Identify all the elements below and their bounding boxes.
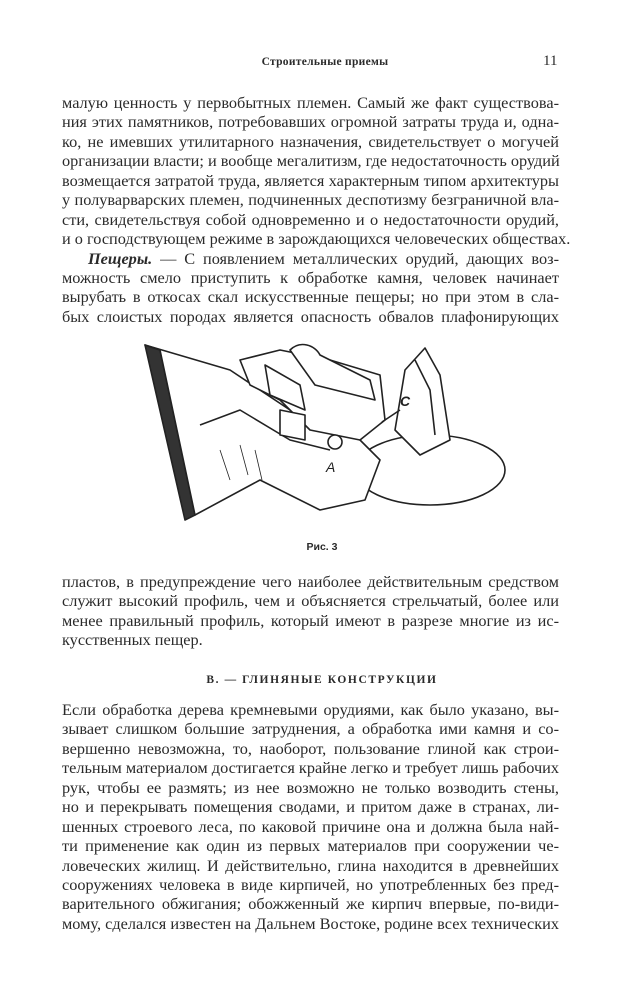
paragraph-3 bbox=[62, 572, 559, 650]
text-line: варительного обжигания; обожженный же кирпич впервые, по-види- bbox=[62, 894, 559, 914]
text-line: возмещается затратой труда, является характерным типом архитектуры bbox=[62, 170, 559, 190]
text-line: ко, не имевших утилитарного назначения, свидетельствует о могучей bbox=[62, 131, 559, 151]
text-line: менее правильный профиль, который имеют в разрезе многие из ис- bbox=[62, 610, 559, 630]
figure-caption: Рис. 3 bbox=[306, 541, 338, 553]
text-line: Если обработка дерева кремневыми орудиями, как было указано, вы- bbox=[62, 700, 559, 719]
figure-label-a: A bbox=[326, 459, 336, 475]
figure-label-c: C bbox=[400, 393, 411, 409]
caves-lead-term: Пещеры. bbox=[88, 248, 153, 268]
text-line: служит высокий профиль, чем и объясняется стрельчатый, более или bbox=[62, 591, 559, 611]
text-line: бых слоистых породах является опасность обвалов плафонирующих bbox=[62, 306, 559, 326]
text-line: сти, свидетельствуя собой одновременно и о недостаточности орудий, bbox=[62, 209, 559, 229]
running-title: Строительные приемы bbox=[261, 56, 389, 68]
text-line: кусственных пещер. bbox=[62, 630, 203, 650]
page-number: 11 bbox=[543, 53, 558, 69]
text-span: — С появлением металлических орудий, дающих воз- bbox=[152, 248, 559, 268]
text-line: ловеческих жилищ. И действительно, глина находится в древнейших bbox=[62, 855, 559, 875]
text-line: шенных строевого леса, по каковой причине она и должна была най- bbox=[62, 816, 559, 836]
text-line: пластов, в предупреждение чего наиболее действительным средством bbox=[62, 572, 559, 591]
paragraph-1 bbox=[62, 93, 571, 326]
text-line: ния этих памятников, потребовавших огромной затраты труда и, одна- bbox=[62, 112, 559, 132]
text-line bbox=[62, 249, 559, 268]
text-line: у полуварварских племен, подчиненных деспотизму безграничной вла- bbox=[62, 190, 559, 210]
text-line: рук, чтобы ее размять; из нее возможно не только возводить стены, bbox=[62, 777, 559, 797]
text-line: и о господствующем режиме в зарождающихся человеческих обществах. bbox=[62, 229, 571, 249]
text-line: ти применение как один из первых материалов при сооружении че- bbox=[62, 836, 559, 856]
text-line: сооружениях человека в виде кирпичей, но употребленных без пред- bbox=[62, 874, 559, 894]
text-line: вершенно невозможна, то, наоборот, пользование глиной как строи- bbox=[62, 738, 559, 758]
text-line: тельным материалом достигается крайне легко и требует лишь рабочих bbox=[62, 758, 559, 778]
text-line: организации власти; и вообще мегалитизм, где недостаточность орудий bbox=[62, 151, 560, 171]
text-line: вырубать в откосах скал искусственные пещеры; но при этом в сла- bbox=[62, 287, 559, 307]
text-line: малую ценность у первобытных племен. Самый же факт существова- bbox=[62, 93, 559, 112]
text-line: зывает слишком большие затруднения, а обработка ими камня и со- bbox=[62, 719, 559, 739]
text-line: можность смело приступить к обработке камня, человек начинает bbox=[62, 267, 559, 287]
paragraph-4 bbox=[62, 700, 559, 933]
section-heading: B. — ГЛИНЯНЫЕ КОНСТРУКЦИИ bbox=[206, 674, 438, 686]
text-line: мому, сделался известен на Дальнем Востоке, родине всех технических bbox=[62, 913, 559, 933]
figure-3-illustration bbox=[130, 330, 510, 535]
text-line: но и перекрывать помещения сводами, и притом даже в странах, ли- bbox=[62, 797, 559, 817]
